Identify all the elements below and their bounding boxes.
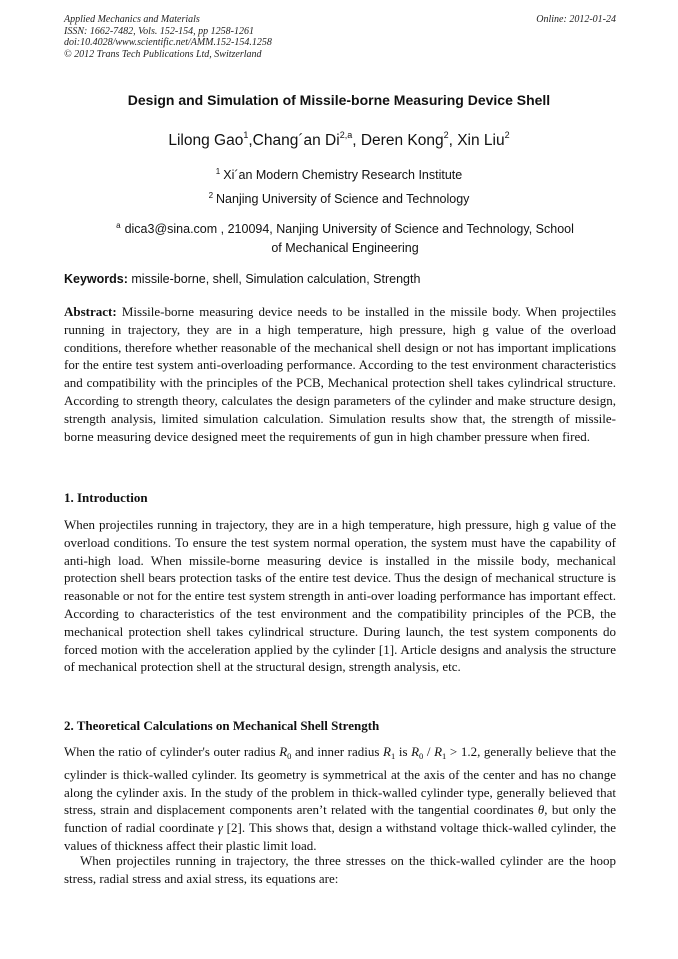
section-heading-introduction: 1. Introduction [64,490,148,505]
online-date: Online: 2012-01-24 [536,14,616,25]
math-ratio: $R_0 / R_1 > 1.2$ [411,744,478,761]
math-theta: θ [537,802,545,818]
affiliation-2: $^2$ Nanjing University of Science and Technology [208,191,470,206]
copyright-line: © 2012 Trans Tech Publications Ltd, Switzerland [64,48,262,60]
journal-name: Applied Mechanics and Materials [64,14,200,25]
math-inner-radius: $R_1$ [383,744,396,761]
author-name: Lilong Gao [168,132,244,149]
keywords-label: Keywords: [64,272,128,286]
author-name: Xin Liu [457,132,505,149]
author-list: Lilong Gao$^1$,Chang´an Di$^{2,a}$, Deren Kong$^2$, Xin Liu$^2$ [168,130,510,149]
author-superscript: 2 [443,130,449,140]
math-gamma: γ [217,820,223,836]
author-superscript: 2 [504,130,510,140]
abstract-text: Missile-borne measuring device needs to be installed in the missile body. When projectiles running in trajectory, they are in a high temperature, high pressure, high g value of the overload conditions, therefore whether reasonable of the mechanical shell design or not has important implications for the entire test system anti-overloading performance. According to the test environment characteristics and compatibility with the principles of the PCB, Mechanical protection shell takes cylindrical structure. According to strength theory, calculates the design parameters of the cylinder and make structure design, strength analysis, limited simulation calculation. Simulation results show that, the strength of missile-borne measuring device designed meet the requirements of gun in high chamber pressure when fired. [64,304,617,444]
affiliation-1: $^1$ Xi´an Modern Chemistry Research Institute [215,167,463,182]
keywords [64,272,616,286]
theory-paragraph-1: When the ratio of cylinder's outer radius $R_0$ and inner radius $R_1$ is $R_0 / R_1 > 1.2$, generally believe that the cylinder is thick-walled cylinder. Its geometry is symmetrical at the axis of the center and has no change along the cylinder axis. In the study of the problem in thick-walled cylinder type, generally believed that stress, strain and displacement components aren’t related with the tangential coordinates θ, but only the function of radial coordinate γ [2]. This shows that, design a withstand voltage thick-walled cylinder, the values of thickness affect their plastic limit load. [64,744,616,853]
theory-paragraph-2: When projectiles running in trajectory, the three stresses on the thick-walled cylinder are the hoop stress, radial stress and axial stress, its equations are: [64,853,616,886]
author-name: Deren Kong [360,132,444,149]
author-superscript: 1 [243,130,249,140]
author-superscript: 2,a [339,130,353,140]
section-heading-theory: 2. Theoretical Calculations on Mechanical Shell Strength [64,718,380,733]
abstract-label: Abstract: [64,304,117,319]
paper-title: Design and Simulation of Missile-borne Measuring Device Shell [127,92,551,108]
introduction-paragraph: When projectiles running in trajectory, they are in a high temperature, high pressure, high g value of the overload conditions. To ensure the test system normal operation, the system must have the capability of anti-high load. When missile-borne measuring device is installed in the missile body, mechanical protection shell bears protection tasks of the entire test device. Thus the design of mechanical structure is reasonable or not for the entire test system strength in anti-over loading performance has important effect. According to characteristics of the test environment and the compatibility principles of the PCB, the mechanical protection shell takes cylindrical structure. During launch, the test system components do forced motion with the acceleration applied by the cylinder [1]. Article designs and analysis the structure of mechanical protection shell at the structural design, strength analysis, etc. [64,517,616,675]
running-header [64,14,616,60]
affiliation-email: $^a$ dica3@sina.com , 210094, Nanjing University of Science and Technology, School of Mechanical Engineering [116,221,574,255]
author-name: Chang´an Di [252,132,340,149]
issn-line: ISSN: 1662-7482, Vols. 152-154, pp 1258-1261 [64,25,254,37]
keywords-text: missile-borne, shell, Simulation calculation, Strength [131,272,421,286]
doi-line: doi:10.4028/www.scientific.net/AMM.152-154.1258 [64,37,272,48]
math-outer-radius: $R_0$ [279,744,292,761]
abstract [64,303,616,445]
